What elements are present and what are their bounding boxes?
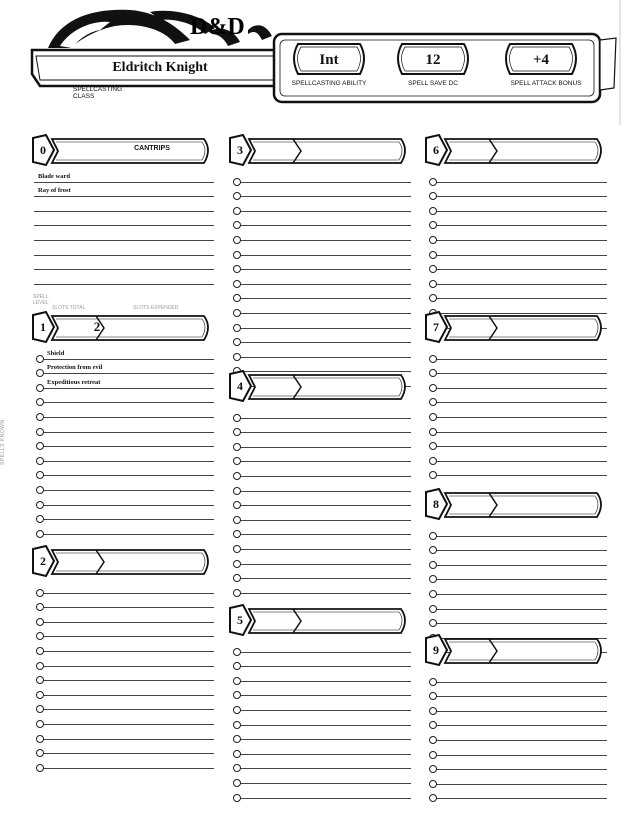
spell-row[interactable] [436,683,607,698]
spell-row[interactable] [34,241,214,256]
spell-level-number: 8 [433,497,439,511]
spell-level-8-header [425,488,607,522]
spell-level-number: 5 [237,613,243,627]
spell-row[interactable] [436,285,607,300]
spell-row[interactable] [43,667,214,682]
spell-row[interactable] [436,374,607,389]
spell-row[interactable] [240,241,411,256]
spell-row[interactable] [240,314,411,329]
cantrips-title: CANTRIPS [134,145,170,152]
slots-expended-field[interactable] [501,640,593,662]
slots-expended-field[interactable] [501,140,593,162]
spell-row[interactable] [436,212,607,227]
spell-row[interactable] [43,681,214,696]
spell-row[interactable] [43,389,214,404]
spell-row[interactable] [240,769,411,784]
slots-expended-field[interactable] [305,140,397,162]
prepared-checkbox[interactable] [233,794,241,802]
spell-row[interactable] [240,477,411,492]
spell-row[interactable] [240,653,411,668]
spell-row[interactable] [436,183,607,198]
spell-list-level-0 [34,168,214,285]
spell-save-dc-value[interactable]: 12 [425,52,441,68]
spell-row[interactable] [436,712,607,727]
spell-row[interactable] [240,521,411,536]
spell-row[interactable] [34,168,214,183]
spell-row[interactable] [43,360,214,375]
spell-level-1-header [32,311,214,345]
spell-row[interactable] [43,374,214,389]
spellcasting-ability-value[interactable]: Int [319,52,339,68]
spell-row[interactable] [436,462,607,477]
spell-row[interactable] [240,711,411,726]
spell-row[interactable] [436,595,607,610]
spell-name: Expeditious retreat [47,378,101,386]
spell-row[interactable] [240,740,411,755]
spell-row[interactable] [43,696,214,711]
spell-row[interactable] [43,608,214,623]
spell-row[interactable] [240,256,411,271]
prepared-checkbox[interactable] [429,794,437,802]
slots-total-field[interactable]: 2 [93,319,101,334]
spell-list-level-3 [231,168,411,387]
spell-row[interactable] [436,756,607,771]
spell-row[interactable] [43,403,214,418]
prepared-checkbox[interactable] [36,764,44,772]
spell-row[interactable] [436,447,607,462]
spell-row[interactable] [240,168,411,183]
spell-name: Protection from evil [47,364,103,372]
spell-row[interactable] [43,418,214,433]
spell-row[interactable] [43,710,214,725]
spell-name: Blade ward [38,172,70,180]
spell-row[interactable] [240,696,411,711]
spell-row[interactable] [436,360,607,375]
prepared-checkbox[interactable] [36,530,44,538]
spell-row[interactable] [436,389,607,404]
slots-expended-field[interactable] [305,376,397,398]
spell-level-number: 1 [40,320,46,334]
spell-name: Shield [47,349,65,357]
spell-row[interactable] [240,183,411,198]
spell-row[interactable] [240,550,411,565]
spell-row[interactable] [43,637,214,652]
spellcasting-ability-label: SPELLCASTING ABILITY [291,80,367,87]
spell-row[interactable] [436,433,607,448]
spell-row[interactable] [436,770,607,785]
spell-row[interactable] [436,610,607,625]
spell-level-4-header [229,370,411,404]
prepared-checkbox[interactable] [233,589,241,597]
spell-name: Ray of frost [38,187,71,195]
spellcasting-class-label: SPELLCASTING CLASS [73,86,123,100]
spell-row[interactable] [240,682,411,697]
spell-row[interactable] [436,566,607,581]
spell-row[interactable] [43,345,214,360]
slots-expended-field[interactable] [501,317,593,339]
spell-row[interactable] [240,726,411,741]
spell-row[interactable] [436,726,607,741]
spell-row[interactable] [436,668,607,683]
spell-row[interactable] [240,433,411,448]
spell-level-6-header [425,134,607,168]
spell-row[interactable] [436,345,607,360]
spell-row[interactable] [240,329,411,344]
spell-level-number: 4 [237,379,243,393]
spell-row[interactable] [436,270,607,285]
spell-row[interactable] [43,652,214,667]
spell-level-0-header [32,134,214,168]
spell-row[interactable] [240,419,411,434]
spellcasting-class-value[interactable]: Eldritch Knight [112,60,208,75]
spell-row[interactable] [240,755,411,770]
spell-row[interactable] [436,522,607,537]
spell-row[interactable] [240,506,411,521]
spell-row[interactable] [43,725,214,740]
spell-row[interactable] [436,785,607,800]
spell-row[interactable] [240,579,411,594]
spell-row[interactable] [240,492,411,507]
spell-row[interactable] [240,638,411,653]
spell-row[interactable] [240,535,411,550]
spell-row[interactable] [240,404,411,419]
spell-row[interactable] [240,784,411,799]
spell-row[interactable] [34,270,214,285]
spell-level-number: 9 [433,643,439,657]
spell-row[interactable] [240,212,411,227]
spell-row[interactable] [43,740,214,755]
spells-known-label: SPELLS KNOWN [0,419,6,465]
spell-row[interactable] [240,299,411,314]
spell-row[interactable] [43,754,214,769]
spell-row[interactable] [436,697,607,712]
spell-row[interactable] [43,491,214,506]
spell-list-level-4 [231,404,411,594]
spell-level-number: 6 [433,143,439,157]
spell-row[interactable] [436,537,607,552]
spell-row[interactable] [436,241,607,256]
spell-row[interactable] [240,285,411,300]
spell-row[interactable] [240,667,411,682]
slots-total-label: SLOTS TOTAL [52,305,86,311]
slots-expended-label: SLOTS EXPENDED [133,305,179,311]
spell-row[interactable] [43,506,214,521]
spell-row[interactable] [436,403,607,418]
spell-level-number: 3 [237,143,243,157]
spell-level-label: SPELL LEVEL [33,294,49,306]
spell-row[interactable] [43,520,214,535]
spell-level-number: 0 [40,143,46,157]
spell-row[interactable] [34,183,214,198]
spell-row[interactable] [436,256,607,271]
spell-row[interactable] [240,448,411,463]
spell-row[interactable] [43,447,214,462]
spell-list-level-2 [34,579,214,769]
spell-row[interactable] [436,418,607,433]
slots-expended-field[interactable] [501,494,593,516]
spell-level-9-header [425,634,607,668]
spell-row[interactable] [240,565,411,580]
spell-row[interactable] [43,433,214,448]
spell-row[interactable] [34,212,214,227]
dnd-logo-text: D&D [190,14,245,40]
spell-row[interactable] [34,226,214,241]
spell-row[interactable] [34,256,214,271]
spell-row[interactable] [240,226,411,241]
spell-row[interactable] [240,462,411,477]
spell-row[interactable] [43,623,214,638]
spell-row[interactable] [43,462,214,477]
spell-level-5-header [229,604,411,638]
spell-list-level-6 [427,168,607,329]
spell-row[interactable] [240,343,411,358]
spell-row[interactable] [436,197,607,212]
spell-row[interactable] [240,197,411,212]
spell-attack-bonus-value[interactable]: +4 [532,52,550,68]
spell-list-level-9 [427,668,607,799]
spell-row[interactable] [436,226,607,241]
spell-row[interactable] [436,551,607,566]
spell-level-number: 7 [433,320,439,334]
spell-row[interactable] [436,580,607,595]
spell-row[interactable] [436,741,607,756]
spell-list-level-7 [427,345,607,476]
spell-row[interactable] [43,476,214,491]
spell-row[interactable] [43,579,214,594]
spell-list-level-1 [34,345,214,535]
spell-attack-bonus-label: SPELL ATTACK BONUS [510,80,582,87]
slots-expended-field[interactable] [108,317,200,339]
spell-level-number: 2 [40,554,46,568]
spell-row[interactable] [34,197,214,212]
spell-row[interactable] [43,594,214,609]
spell-row[interactable] [240,270,411,285]
spell-level-2-header [32,545,214,579]
prepared-checkbox[interactable] [429,471,437,479]
spell-save-dc-label: SPELL SAVE DC [408,80,458,87]
spell-level-7-header [425,311,607,345]
slots-expended-field[interactable] [108,551,200,573]
spell-list-level-5 [231,638,411,799]
slots-expended-field[interactable] [305,610,397,632]
spell-row[interactable] [436,168,607,183]
spell-level-3-header [229,134,411,168]
